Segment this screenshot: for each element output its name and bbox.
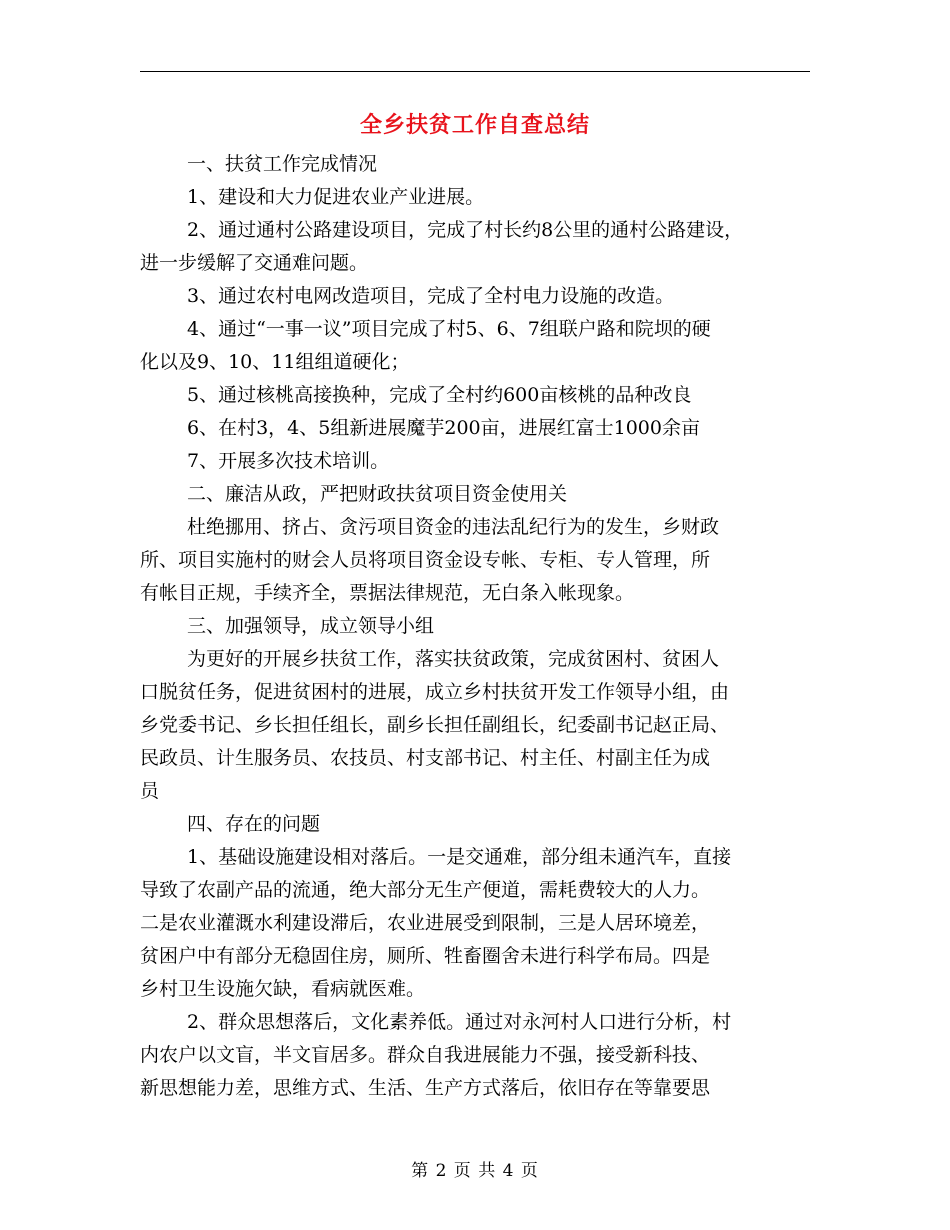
text-line: 导致了农副产品的流通，绝大部分无生产便道，需耗费较大的人力。 bbox=[140, 879, 711, 901]
text-line: 3、通过农村电网改造项目，完成了全村电力设施的改造。 bbox=[187, 285, 675, 307]
text-line: 杜绝挪用、挤占、贪污项目资金的违法乱纪行为的发生，乡财政 bbox=[187, 516, 720, 538]
text-line: 化以及9、10、11组组道硬化； bbox=[140, 351, 410, 373]
text-line: 1、建设和大力促进农业产业进展。 bbox=[187, 186, 485, 208]
text-line: 二是农业灌溉水利建设滞后，农业进展受到限制，三是人居环境差， bbox=[140, 912, 711, 934]
text-line: 1、基础设施建设相对落后。一是交通难，部分组未通汽车，直接 bbox=[187, 846, 732, 868]
text-line: 民政员、计生服务员、农技员、村支部书记、村主任、村副主任为成 bbox=[140, 747, 711, 769]
text-line: 二、廉洁从政，严把财政扶贫项目资金使用关 bbox=[187, 483, 568, 505]
document-body bbox=[140, 148, 812, 1105]
text-line: 贫困户中有部分无稳固住房，厕所、牲畜圈舍未进行科学布局。四是 bbox=[140, 945, 711, 967]
text-line: 一、扶贫工作完成情况 bbox=[187, 153, 378, 175]
text-line: 所、项目实施村的财会人员将项目资金设专帐、专柜、专人管理，所 bbox=[140, 549, 711, 571]
text-line: 有帐目正规，手续齐全，票据法律规范，无白条入帐现象。 bbox=[140, 582, 635, 604]
text-line: 新思想能力差，思维方式、生活、生产方式落后，依旧存在等靠要思 bbox=[140, 1077, 711, 1099]
text-line: 为更好的开展乡扶贫工作，落实扶贫政策，完成贫困村、贫困人 bbox=[187, 648, 720, 670]
text-line: 乡村卫生设施欠缺，看病就医难。 bbox=[140, 978, 426, 1000]
text-line: 四、存在的问题 bbox=[187, 813, 321, 835]
text-line: 2、群众思想落后，文化素养低。通过对永河村人口进行分析，村 bbox=[187, 1011, 732, 1033]
header-rule bbox=[140, 71, 810, 72]
text-line: 乡党委书记、乡长担任组长，副乡长担任副组长，纪委副书记赵正局、 bbox=[140, 714, 730, 736]
document-title: 全乡扶贫工作自查总结 bbox=[359, 112, 590, 138]
text-line: 4、通过“一事一议”项目完成了村5、6、7组联户路和院坝的硬 bbox=[187, 318, 711, 340]
text-line: 员 bbox=[140, 780, 160, 802]
text-line: 内农户以文盲，半文盲居多。群众自我进展能力不强，接受新科技、 bbox=[140, 1044, 711, 1066]
text-line: 三、加强领导，成立领导小组 bbox=[187, 615, 435, 637]
text-line: 进一步缓解了交通难问题。 bbox=[140, 252, 369, 274]
text-line: 2、通过通村公路建设项目，完成了村长约8公里的通村公路建设， bbox=[187, 219, 744, 241]
text-line: 5、通过核桃高接换种，完成了全村约600亩核桃的品种改良 bbox=[187, 384, 692, 406]
text-line: 口脱贫任务，促进贫困村的进展，成立乡村扶贫开发工作领导小组，由 bbox=[140, 681, 730, 703]
text-line: 7、开展多次技术培训。 bbox=[187, 450, 390, 472]
page-footer: 第 2 页 共 4 页 bbox=[411, 1161, 539, 1181]
text-line: 6、在村3，4、5组新进展魔芋200亩，进展红富士1000余亩 bbox=[187, 417, 700, 439]
